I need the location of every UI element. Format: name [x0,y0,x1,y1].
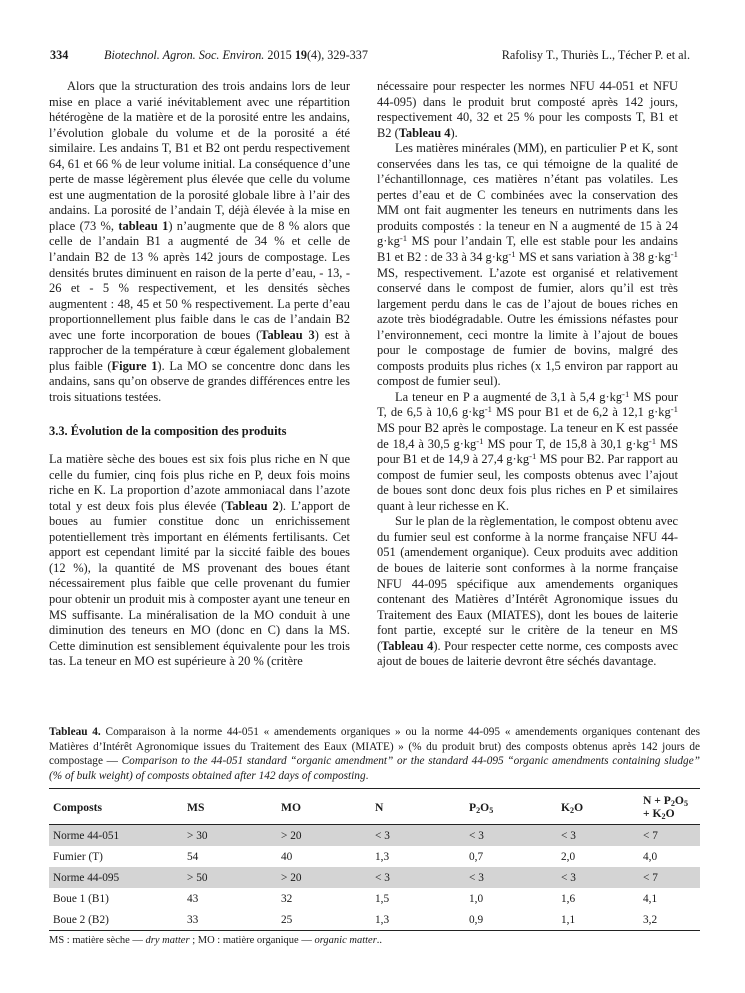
paragraph: La teneur en P a augmenté de 3,1 à 5,4 $g\cdot kg^{-1}$ MS pour T, de 6,5 à 10,6 $g\cdot kg^{-1}$ MS pour B1 et de 6,2 à 12,1 $g\cdot kg^{-1}$ MS pour B2 après le compostage. La teneur en K est passée de 18,4 à 30,5 $g\cdot kg^{-1}$ MS pour T, de 15,8 à 30,1 $g\cdot kg^{-1}$ MS pour B1 et de 14,9 à 27,4 $g\cdot kg^{-1}$ MS pour B2. Par rapport au compost de fumier seul, les composts obtenus avec l’ajout de boues sont donc deux fois plus riches en P et similaires quant à leur richesse en K. [377,388,678,513]
cell: > 30 [183,825,277,847]
cell: Boue 1 (B1) [53,893,109,906]
col-header: $K_2O$ [557,789,639,825]
left-column [49,79,350,670]
cell: 54 [187,851,199,864]
cell: 2,0 [561,851,576,864]
cell: Norme 44-051 [49,825,183,847]
paragraph: Sur le plan de la règlementation, le compost obtenu avec du fumier seul est conforme à la norme française NFU 44-051 (amendement organique). Ceux produits avec addition de boues de laiterie sont conformes à la norme française NFU 44-095 spécifique aux amendements organiques contenant des Matières d’Intérêt Agronomique issues du Traitement des Eaux (MIATES), dont les boues de laiterie font partie, excepté sur le critère de la teneur en MS (Tableau 4). Pour respecter cette norme, ces composts avec ajout de boues de laiterie devront être séchés davantage. [377,514,678,669]
col-header: MS [183,789,277,825]
cell: > 20 [277,867,371,888]
cell: > 20 [277,825,371,847]
authors: Rafolisy T., Thuriès L., Técher P. et al. [501,48,690,62]
right-column [377,79,678,670]
cell: 3,2 [643,914,658,927]
paragraph: Alors que la structuration des trois andains lors de leur mise en place a varié inévitablement avec une répartition hétérogène de la matière et de la porosité entre les andains, l’évolution globale du volume et de la porosité a été similaire. Les andains T, B1 et B2 ont perdu respectivement 64, 61 et 66 % de leur volume initial. La conséquence d’une perte de masse légèrement plus élevée que celle du volume est une augmentation de la porosité globale libre à l’air des andains. La porosité de l’andain T, déjà élevée à la mise en place (73 %, tableau 1) n’augmente que de 8 % alors que celle de l’andain B1 a augmenté de 34 % et celle de l’andain B2 de 13 % après 142 jours de compostage. Les densités brutes diminuent en raison de la perte d’eau, - 13, - 26 et - 5 % respectivement, et les densités sèches augmentent : 48, 45 et 50 % respectivement. La perte d’eau proportionnellement plus faible dans le cas de l’andain B2 avec une forte incorporation de boues (Tableau 3) est à rapprocher de la température à cœur également globalement plus faible (Figure 1). La MO se concentre donc dans les andains, sans qu’on observe de grandes différences entre les trois situations testées. [49,79,351,404]
cell: < 3 [371,825,465,847]
col-header: N [371,789,465,825]
cell: < 3 [465,825,557,847]
cell: Fumier (T) [53,851,103,864]
cell: > 50 [183,867,277,888]
table-footnote: MS : matière sèche — dry matter ; MO : matière organique — organic matter.. [49,935,383,947]
journal-citation: Biotechnol. Agron. Soc. Environ. 2015 19(4), 329-337 [104,48,368,62]
paragraph: Les matières minérales (MM), en particulier P et K, sont conservées dans les tas, ce qui témoigne de la qualité de l’échantillonnage, ces matières n’étant pas volatiles. Les pertes d’eau et de C combinées avec la conservation des MM ont fait augmenter les teneurs en nutriments dans les produits compostés : la teneur en N a augmenté de 15 à 24 $g\cdot kg^{-1}$ MS pour l’andain T, elle est stable pour les andains B1 et B2 : de 33 à 34 $g\cdot kg^{-1}$ MS et sans variation à 38 $g\cdot kg^{-1}$ MS, respectivement. L’azote est organisé et relativement conservé dans le compost de fumier, alors qu’il est très largement perdu dans le cas de l’ajout de boues riches en azote très biodégradable. Outre les émissions néfastes pour l’environnement, ceci montre la limite à l’ajout de boues pour le compostage de fumier de bovins, malgré des composts produits plus riches (x 1,5 environ par rapport au compost de fumier seul). [377,141,678,389]
cell: < 7 [639,867,700,888]
running-header [50,46,690,64]
cell: 4,1 [643,893,658,906]
table-caption: Tableau 4. Comparaison à la norme 44-051 « amendements organiques » ou la norme 44-095 « amendements organiques contenant des Matières d’Intérêt Agronomique issues du Traitement des Eaux (MIATE) » (% du produit brut) des composts obtenus après 142 jours de compostage — Comparison to the 44-051 standard “organic amendment” or the standard 44-095 “organic amendments containing sludge” (% of bulk weight) of composts obtained after 142 days of composting. [49,726,701,782]
cell: 33 [187,914,199,927]
cell: 1,3 [375,851,390,864]
table-header-row [49,789,700,825]
cell: 25 [281,914,293,927]
col-header: $P_2O_5$ [465,789,557,825]
cell: 1,1 [561,914,576,927]
cell: 0,7 [469,851,484,864]
col-header: $N + P_2O_5 + K_2O$ [639,789,700,825]
cell: < 3 [465,867,557,888]
cell: < 7 [639,825,700,847]
table-row [49,846,700,867]
cell: 1,5 [375,893,390,906]
cell: < 3 [557,867,639,888]
cell: Norme 44-095 [49,867,183,888]
col-header: Composts [49,789,183,825]
table-row [49,909,700,931]
cell: < 3 [557,825,639,847]
cell: 0,9 [469,914,484,927]
section-heading: 3.3. Évolution de la composition des produits [49,424,287,439]
col-header: MO [277,789,371,825]
cell: 32 [281,893,293,906]
cell: 1,0 [469,893,484,906]
page-number: 334 [50,48,69,62]
comparison-table [49,788,700,931]
cell: Boue 2 (B2) [53,914,109,927]
table-row [49,825,700,847]
cell: 1,3 [375,914,390,927]
cell: 4,0 [643,851,658,864]
table-4 [49,725,700,946]
table-row [49,867,700,888]
paragraph: nécessaire pour respecter les normes NFU 44-051 et NFU 44-095) dans le produit brut composté après 142 jours, respectivement 40, 32 et 25 % pour les composts T, B1 et B2 (Tableau 4). [377,79,678,140]
cell: 40 [281,851,293,864]
cell: 43 [187,893,199,906]
cell: 1,6 [561,893,576,906]
table-row [49,888,700,909]
cell: < 3 [371,867,465,888]
paragraph: La matière sèche des boues est six fois plus riche en N que celle du fumier, cinq fois plus riche en P, deux fois moins riche en K. La proportion d’azote ammoniacal dans l’azote total y est deux fois plus élevée (Tableau 2). L’apport de boues au fumier constitue donc un enrichissement potentiellement très important en éléments fertilisants. Cet apport est cependant limité par la siccité faible des boues (12 %), la quantité de MS provenant des boues étant nécessairement plus faible que celle provenant du fumier pour obtenir un produit mis à composter ayant une teneur en MS suffisante. La minéralisation de la MO conduit à une diminution des teneurs en MO (donc en C) dans la MS. Cette diminution est sensiblement équivalente pour les trois tas. La teneur en MO est supérieure à 20 % (critère [49,452,350,669]
